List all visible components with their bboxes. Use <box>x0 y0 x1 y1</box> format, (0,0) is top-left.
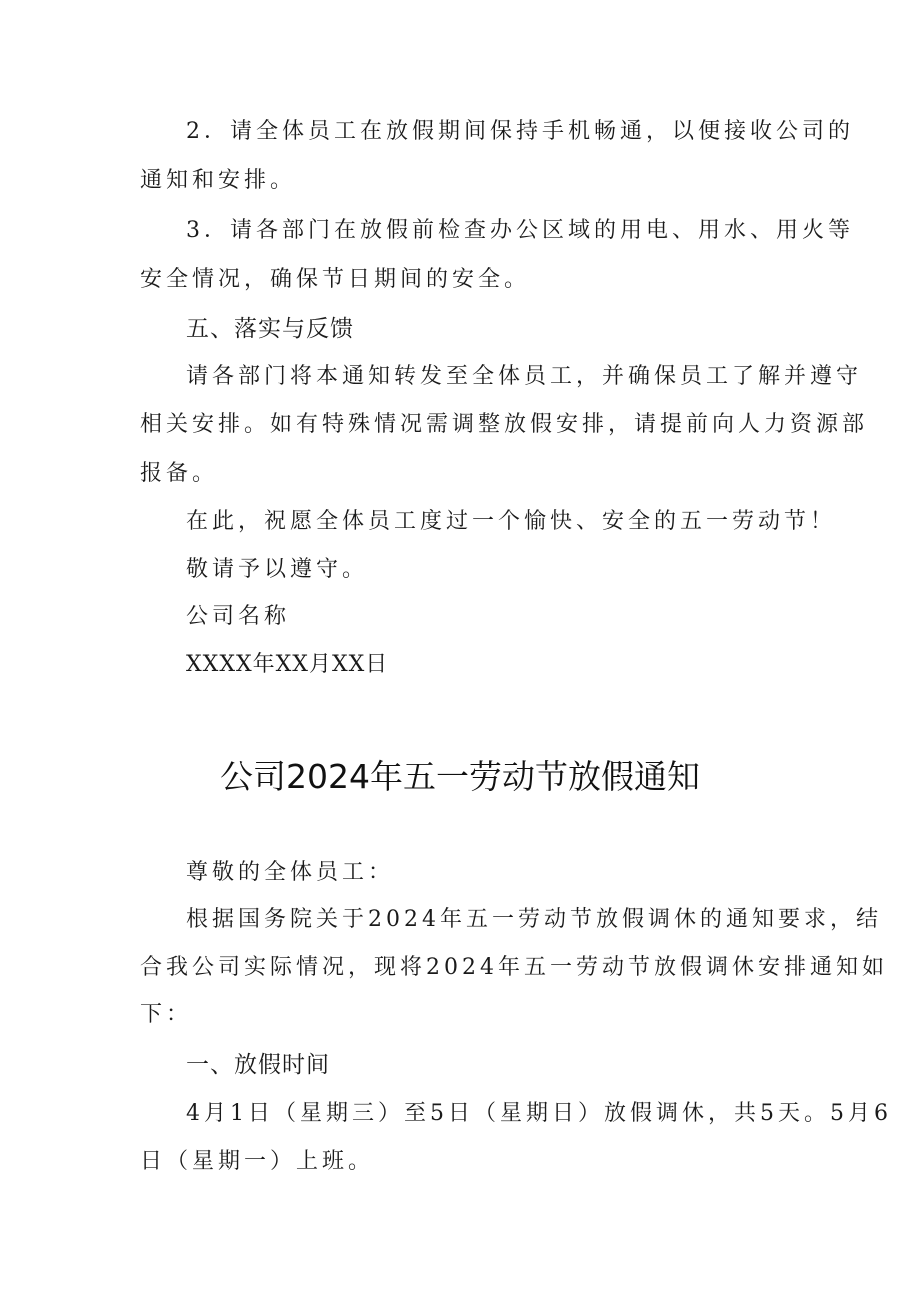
notice-title: 公司2024年五一劳动节放假通知 <box>220 757 700 796</box>
section-5-line-3: 报备。 <box>140 461 219 486</box>
intro-line-1: 根据国务院关于2024年五一劳动节放假调休的通知要求，结 <box>186 907 882 932</box>
intro-line-3: 下： <box>140 1002 193 1027</box>
company-name: 公司名称 <box>186 604 291 629</box>
item-3-line-1: 3．请各部门在放假前检查办公区域的用电、用水、用火等 <box>186 218 854 243</box>
intro-line-2: 合我公司实际情况，现将2024年五一劳动节放假调休安排通知如 <box>140 955 888 980</box>
section-5-line-2: 相关安排。如有特殊情况需调整放假安排，请提前向人力资源部 <box>140 412 869 437</box>
wishes-line: 在此，祝愿全体员工度过一个愉快、安全的五一劳动节！ <box>186 509 837 534</box>
section-5-line-1: 请各部门将本通知转发至全体员工，并确保员工了解并遵守 <box>186 364 863 389</box>
section-1-line-1: 4月1日（星期三）至5日（星期日）放假调休，共5天。5月6 <box>186 1101 892 1126</box>
item-2-line-2: 通知和安排。 <box>140 168 297 193</box>
salutation: 尊敬的全体员工： <box>186 860 395 885</box>
item-2-line-1: 2．请全体员工在放假期间保持手机畅通，以便接收公司的 <box>186 119 854 144</box>
section-1-heading: 一、放假时间 <box>186 1052 330 1078</box>
section-5-heading: 五、落实与反馈 <box>186 316 354 342</box>
item-3-line-2: 安全情况，确保节日期间的安全。 <box>140 267 531 292</box>
section-1-line-2: 日（星期一）上班。 <box>140 1149 375 1174</box>
closing-line: 敬请予以遵守。 <box>186 557 369 582</box>
document-date: XXXX年XX月XX日 <box>186 652 389 677</box>
